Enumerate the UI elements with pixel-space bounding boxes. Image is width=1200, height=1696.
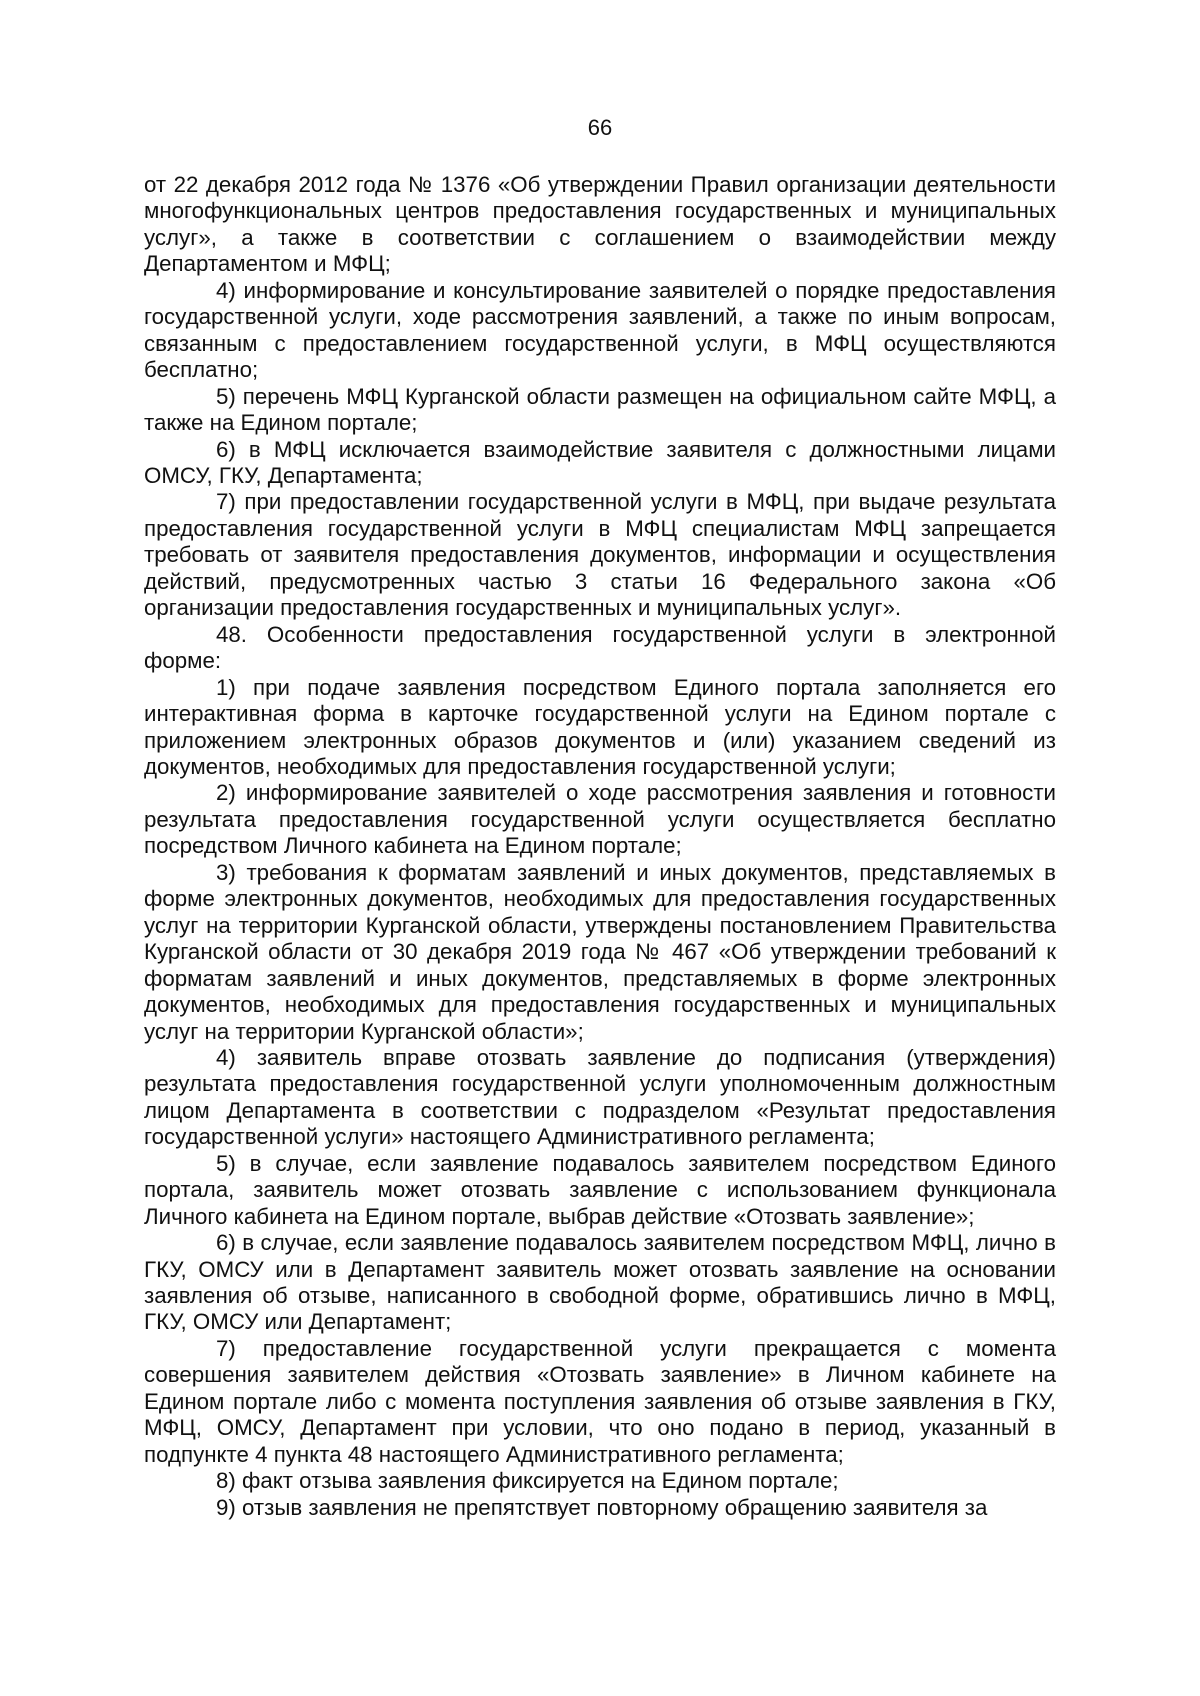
- paragraph: 7) при предоставлении государственной услуги в МФЦ, при выдаче результата предоставления государственной услуги в МФЦ специалистам МФЦ запрещается требовать от заявителя предоставления документов, информации и осуществления действий, предусмотренных частью 3 статьи 16 Федерального закона «Об организации предоставления государственных и муниципальных услуг».: [144, 489, 1056, 621]
- paragraph: 5) перечень МФЦ Курганской области размещен на официальном сайте МФЦ, а также на Едином портале;: [144, 383, 1056, 436]
- paragraph: 7) предоставление государственной услуги прекращается с момента совершения заявителем действия «Отозвать заявление» в Личном кабинете на Едином портале либо с момента поступления заявления об отзыве заявления в ГКУ, МФЦ, ОМСУ, Департамент при условии, что оно подано в период, указанный в подпункте 4 пункта 48 настоящего Административного регламента;: [144, 1335, 1056, 1467]
- paragraph: 8) факт отзыва заявления фиксируется на Едином портале;: [216, 1468, 839, 1494]
- paragraph: 4) информирование и консультирование заявителей о порядке предоставления государственной услуги, ходе рассмотрения заявлений, а также по иным вопросам, связанным с предоставлением государственной услуги, в МФЦ осуществляются бесплатно;: [144, 277, 1056, 383]
- paragraph: 9) отзыв заявления не препятствует повторному обращению заявителя за: [216, 1494, 988, 1520]
- paragraph: 5) в случае, если заявление подавалось заявителем посредством Единого портала, заявитель может отозвать заявление с использованием функционала Личного кабинета на Едином портале, выбрав действие «Отозвать заявление»;: [144, 1150, 1056, 1229]
- document-body: [144, 172, 1056, 1521]
- paragraph: 6) в случае, если заявление подавалось заявителем посредством МФЦ, лично в ГКУ, ОМСУ или в Департамент заявитель может отозвать заявление на основании заявления об отзыве, написанного в свободной форме, обратившись лично в МФЦ, ГКУ, ОМСУ или Департамент;: [144, 1230, 1056, 1335]
- paragraph: 1) при подаче заявления посредством Единого портала заполняется его интерактивная форма в карточке государственной услуги на Едином портале с приложением электронных образов документов и (или) указанием сведений из документов, необходимых для предоставления государственной услуги;: [144, 674, 1056, 779]
- section-heading: 48. Особенности предоставления государственной услуги в электронной форме:: [144, 621, 1056, 674]
- paragraph: 4) заявитель вправе отозвать заявление до подписания (утверждения) результата предоставления государственной услуги уполномоченным должностным лицом Департамента в соответствии с подразделом «Результат предоставления государственной услуги» настоящего Административного регламента;: [144, 1044, 1056, 1150]
- paragraph: от 22 декабря 2012 года № 1376 «Об утверждении Правил организации деятельности многофункциональных центров предоставления государственных и муниципальных услуг», а также в соответствии с соглашением о взаимодействии между Департаментом и МФЦ;: [144, 172, 1056, 277]
- page-number: 66: [587, 115, 613, 140]
- paragraph: 2) информирование заявителей о ходе рассмотрения заявления и готовности результата предоставления государственной услуги осуществляется бесплатно посредством Личного кабинета на Едином портале;: [144, 780, 1056, 859]
- paragraph: 3) требования к форматам заявлений и иных документов, представляемых в форме электронных документов, необходимых для предоставления государственных услуг на территории Курганской области, утверждены постановлением Правительства Курганской области от 30 декабря 2019 года № 467 «Об утверждении требований к форматам заявлений и иных документов, представляемых в форме электронных документов, необходимых для предоставления государственных и муниципальных услуг на территории Курганской области»;: [144, 859, 1056, 1044]
- paragraph: 6) в МФЦ исключается взаимодействие заявителя с должностными лицами ОМСУ, ГКУ, Департамента;: [144, 436, 1056, 488]
